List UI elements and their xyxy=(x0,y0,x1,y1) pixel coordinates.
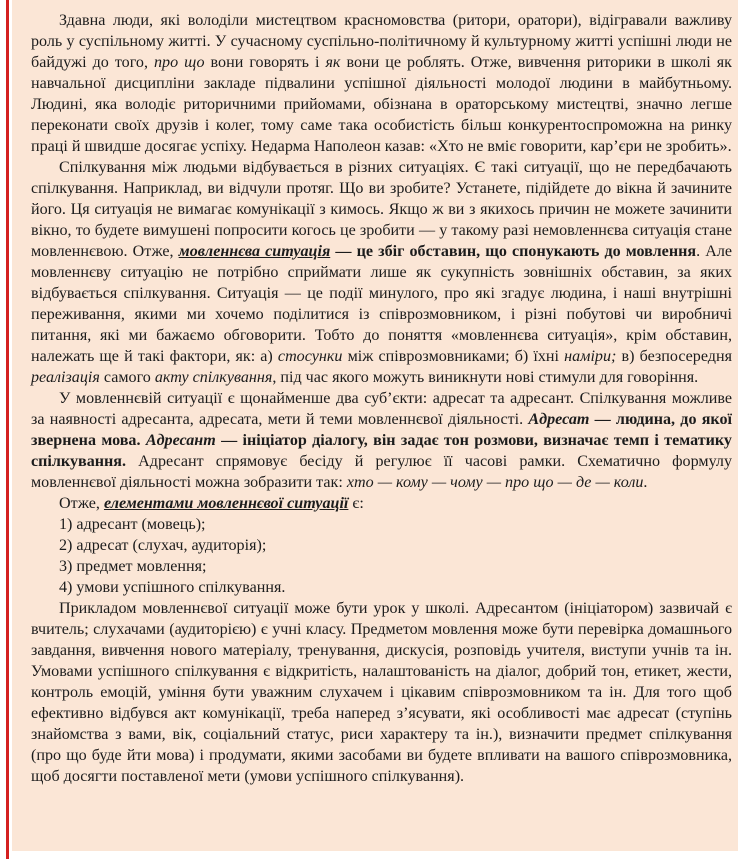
text-run: — людина, до якої звернена мова. xyxy=(31,411,732,449)
text-run: Здавна люди, які володіли мистецтвом красномовства (ритори, оратори), відігравали важливу роль у суспільному житті. У сучасному суспільно-політичному й культурному житті успішні люди не байдужі до того, xyxy=(31,12,732,71)
text-run: самого xyxy=(99,369,155,386)
text-run: наміри; xyxy=(564,348,617,365)
text-run: Адресат xyxy=(528,411,590,428)
text-run: Адресант спрямовує бесіду й регулює її часові рамки. Схематично формулу мовленнєвої діяльності можна зобразити так: xyxy=(31,453,732,491)
text-run: вони говорять і xyxy=(204,54,326,71)
list-item: 2) адресат (слухач, аудиторія); xyxy=(59,537,267,554)
text-run: є: xyxy=(348,495,364,512)
text-run: У мовленнєвій ситуації є щонайменше два суб’єкти: адресат та адресант. Спілкування можливе за наявності адресанта, адресата, мети й теми мовленнєвої діяльності. xyxy=(31,390,732,428)
text-run: Отже, xyxy=(59,495,104,512)
text-run: акту спілкування xyxy=(154,369,273,386)
text-run: , під час якого можуть виникнути нові стимули для говоріння. xyxy=(272,369,699,386)
list-item: 1) адресант (мовець); xyxy=(59,516,206,533)
paragraph-intro xyxy=(31,10,732,157)
text-run: мовленнєва ситуація xyxy=(178,243,331,260)
text-run: стосунки xyxy=(277,348,343,365)
text-run: реалізація xyxy=(31,369,100,386)
text-run: про що xyxy=(153,54,205,71)
text-run: . Але мовленнєву ситуацію не потрібно сприймати лише як сукупність зовнішніх обставин, за яких відбувається спілкування. Ситуація — це події минулого, про які згадує людина, і наші внутрішні переживання, якими ми хочемо поділитися із співрозмовником, і різні побутові чи виробничі питання, які ми бажаємо обговорити. Тобто до поняття «мовленнєва ситуація», крім обставин, належать ще й такі фактори, як: а) xyxy=(31,243,733,365)
paragraph-example xyxy=(31,598,732,787)
text-run: . xyxy=(643,474,648,491)
left-accent-rule xyxy=(6,0,9,859)
list-item: 4) умови успішного спілкування. xyxy=(59,579,286,596)
paragraph-situation xyxy=(31,157,732,388)
text-panel xyxy=(12,0,738,851)
text-run: — ініціатор діалогу, він задає тон розмови, визначає темп і тематику спілкування. xyxy=(31,432,732,470)
text-run: елементами мовленнєвої ситуації xyxy=(103,495,349,512)
paragraph-elements-intro xyxy=(31,493,732,514)
paragraph-participants xyxy=(31,388,732,493)
text-run: в) безпосередня xyxy=(616,348,732,365)
text-run: — це збіг обставин, що спонукають до мовлення xyxy=(330,243,697,260)
text-run: хто — кому — чому — про що — де — коли xyxy=(346,474,644,491)
list-item: 3) предмет мовлення; xyxy=(59,558,207,575)
text-run: Прикладом мовленнєвої ситуації може бути урок у школі. Адресантом (ініціатором) зазвичай є вчитель; слухачами (аудиторією) є учні класу. Предметом мовлення може бути перевірка домашнього завдання, вивчення нового матеріалу, тренування, дискусія, розповідь учителя, виступи учнів та ін. Умовами успішного спілкування є відкритість, налаштованість на діалог, добрий тон, етикет, жести, контроль емоцій, уміння бути уважним слухачем і цікавим співрозмовником та ін. Для того щоб ефективно відбувся акт комунікації, треба наперед з’ясувати, які особливості має адресат (ступінь знайомства з вами, вік, соціальний статус, риси характеру та ін.), визначити предмет спілкування (про що буде йти мова) і продумати, якими засобами ви будете впливати на вашого співрозмовника, щоб досягти поставленої мети (умови успішного спілкування). xyxy=(31,600,732,785)
text-run: Спілкування між людьми відбувається в різних ситуаціях. Є такі ситуації, що не передбачають спілкування. Наприклад, ви відчули протяг. Що ви зробите? Устанете, підійдете до вікна й зачините його. Ця ситуація не вимагає комунікації з кимось. Якщо ж ви з якихось причин не можете зачинити вікно, то будете вимушені попросити когось це зробити — у такому разі немовленнєва ситуація стане мовленнєвою. Отже, xyxy=(31,159,732,260)
text-run: Адресант xyxy=(145,432,216,449)
text-run: як xyxy=(325,54,341,71)
text-run: між співрозмовниками; б) їхні xyxy=(342,348,565,365)
text-run: вони це роблять. Отже, вивчення риторики в школі як навчальної дисципліни закладе підвалини успішної діяльності молодої людини в майбутньому. Людині, яка володіє риторичними прийомами, обізнана в ораторському мистецтві, значно легше переконати своїх друзів і колег, тому саме така особистість більш конкурентоспроможна на ринку праці й швидше досягає успіху. Недарма Наполеон казав: «Хто не вміє говорити, кар’єри не зробить». xyxy=(31,54,732,155)
